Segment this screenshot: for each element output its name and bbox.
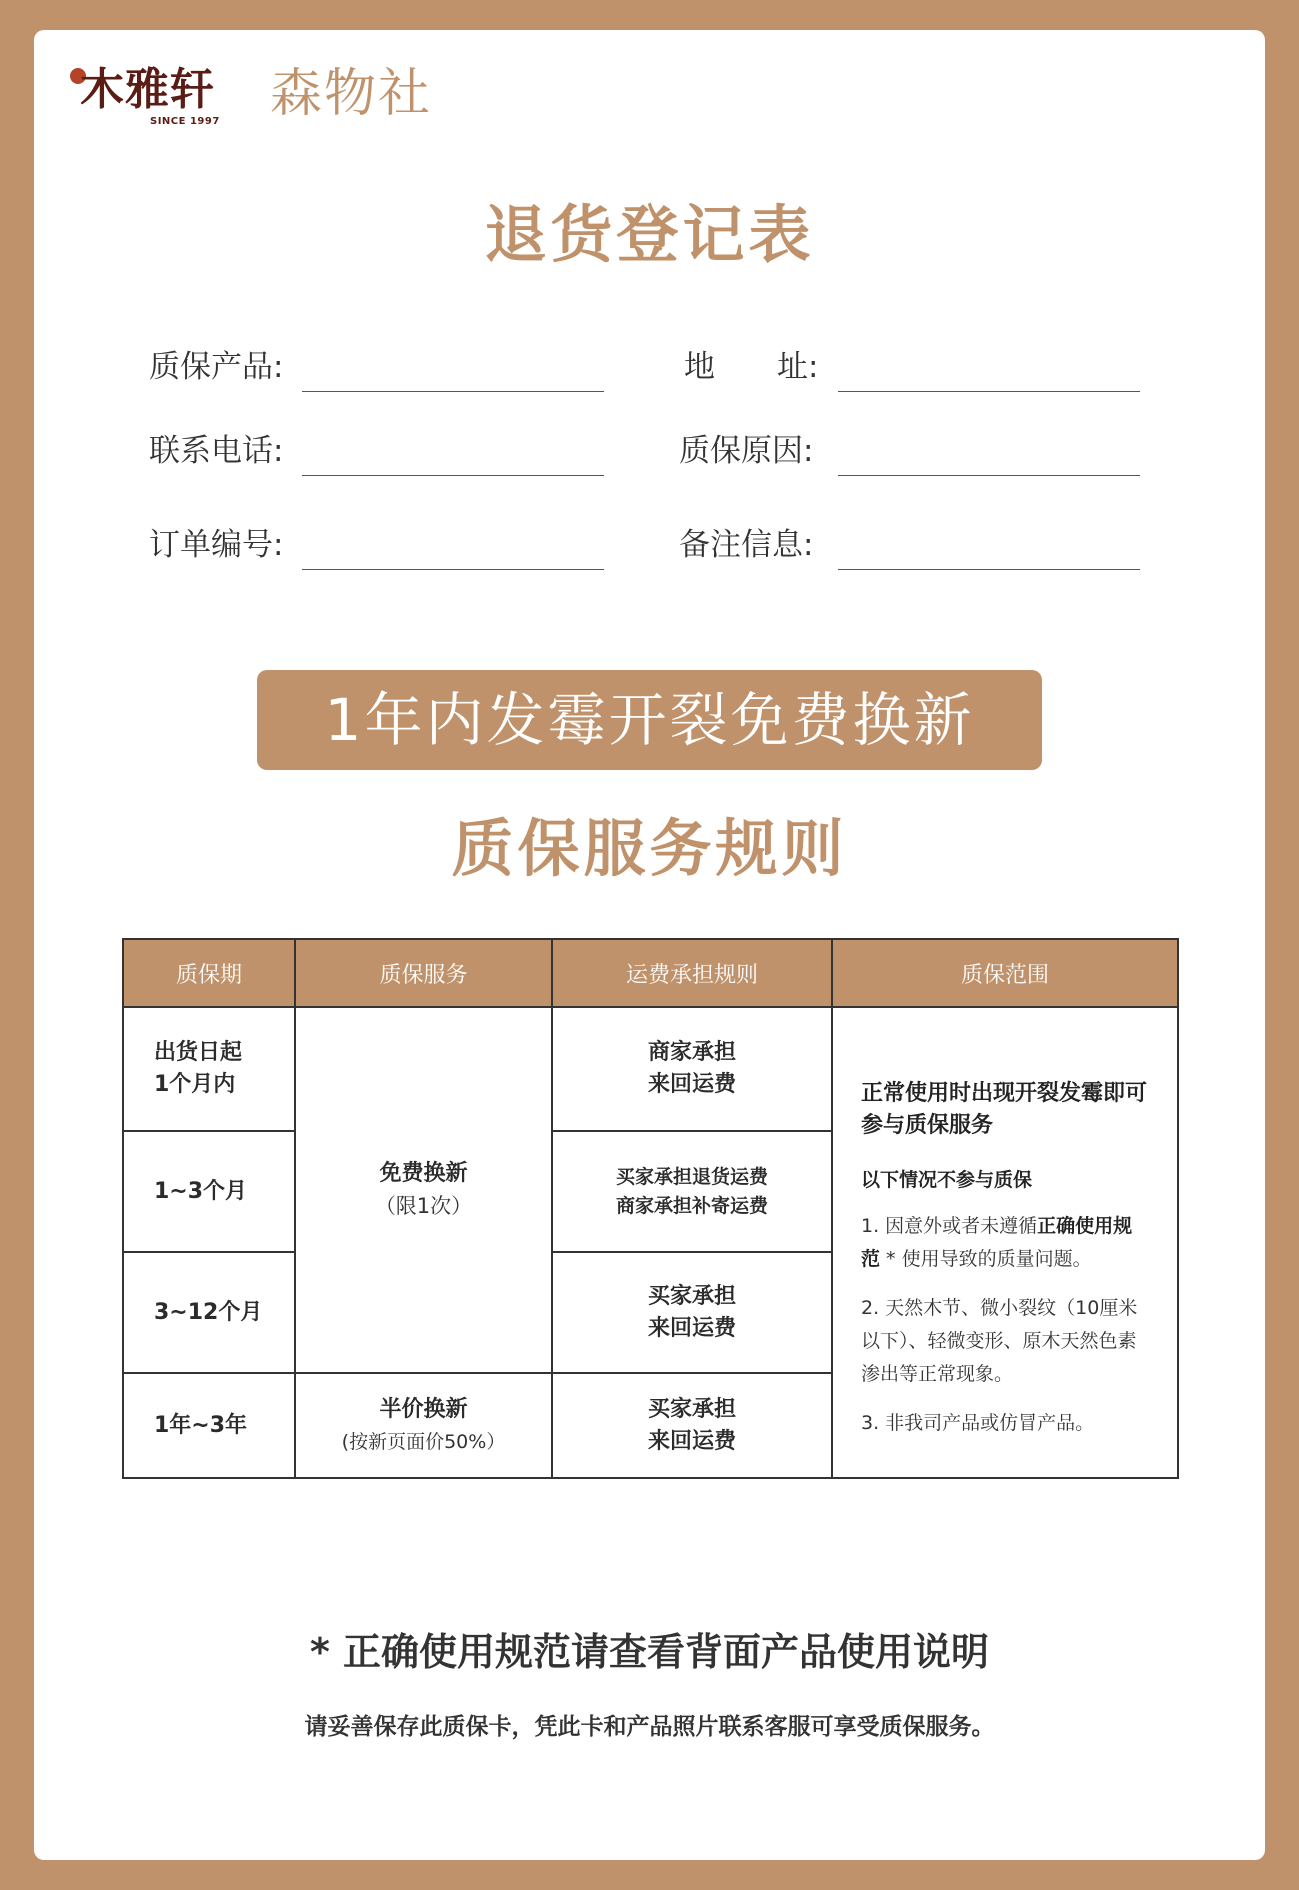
note-field[interactable] (679, 520, 1174, 570)
header-shipping: 运费承担规则 (553, 940, 833, 1008)
usage-note: * 正确使用规范请查看背面产品使用说明 (309, 1630, 990, 1674)
address-field[interactable] (684, 342, 1174, 392)
phone-label: 联系电话: (149, 433, 284, 469)
page-title: 退货登记表 (484, 198, 815, 271)
phone-input[interactable] (302, 475, 604, 476)
address-label: 地 址: (684, 349, 819, 385)
scope-item-1-suffix: * 使用导致的质量问题。 (880, 1248, 1092, 1270)
warranty-rules-table (122, 938, 1179, 1479)
brand-logo-text: 木雅轩 (80, 64, 215, 115)
scope-exclusion-heading: 以下情况不参与质保 (861, 1169, 1033, 1191)
service-half-cell (296, 1374, 553, 1477)
shipping-cell: 买家承担 来回运费 (553, 1253, 833, 1374)
scope-cell (833, 1008, 1177, 1477)
warranty-banner: 1年内发霉开裂免费换新 (257, 670, 1042, 770)
service-half-note: (按新页面价50%） (341, 1430, 506, 1453)
reason-input[interactable] (838, 475, 1140, 476)
period-cell: 3~12个月 (124, 1253, 296, 1374)
reason-field[interactable] (679, 426, 1174, 476)
order-input[interactable] (302, 569, 604, 570)
brand-logo-secondary: 森物社 (270, 64, 433, 124)
instruction-text: 请妥善保存此质保卡，凭此卡和产品照片联系客服可享受质保服务。 (304, 1714, 995, 1740)
address-input[interactable] (838, 391, 1140, 392)
period-cell: 1年~3年 (124, 1374, 296, 1477)
scope-item-1-prefix: 1. 因意外或者未遵循 (861, 1215, 1038, 1237)
rules-title: 质保服务规则 (451, 812, 848, 885)
service-free-cell (296, 1008, 553, 1374)
reason-label: 质保原因: (679, 433, 814, 469)
scope-heading: 正常使用时出现开裂发霉即可参与质保服务 (861, 1081, 1148, 1138)
shipping-cell: 商家承担 来回运费 (553, 1008, 833, 1132)
service-free-label: 免费换新 (379, 1161, 468, 1186)
warranty-card (34, 30, 1265, 1860)
scope-item-1 (861, 1210, 1151, 1276)
product-label: 质保产品: (149, 349, 284, 385)
order-label: 订单编号: (149, 527, 284, 563)
brand-logo-primary (70, 62, 230, 128)
brand-since-text: SINCE 1997 (150, 116, 220, 127)
phone-field[interactable] (149, 426, 639, 476)
header-period: 质保期 (124, 940, 296, 1008)
product-field[interactable] (149, 342, 639, 392)
period-cell: 1~3个月 (124, 1132, 296, 1253)
header-scope: 质保范围 (833, 940, 1177, 1008)
period-cell: 出货日起 1个月内 (124, 1008, 296, 1132)
scope-item-3: 3. 非我司产品或仿冒产品。 (861, 1412, 1095, 1434)
service-free-note: （限1次） (374, 1194, 473, 1218)
shipping-cell: 买家承担 来回运费 (553, 1374, 833, 1477)
scope-item-2: 2. 天然木节、微小裂纹（10厘米以下）、轻微变形、原木天然色素渗出等正常现象。 (861, 1297, 1138, 1385)
note-input[interactable] (838, 569, 1140, 570)
service-half-label: 半价换新 (379, 1396, 468, 1422)
header-service: 质保服务 (296, 940, 553, 1008)
product-input[interactable] (302, 391, 604, 392)
scope-item-1-bold: 正确使用规范 (861, 1215, 1133, 1270)
shipping-cell: 买家承担退货运费 商家承担补寄运费 (553, 1132, 833, 1253)
order-field[interactable] (149, 520, 639, 570)
note-label: 备注信息: (679, 527, 814, 563)
